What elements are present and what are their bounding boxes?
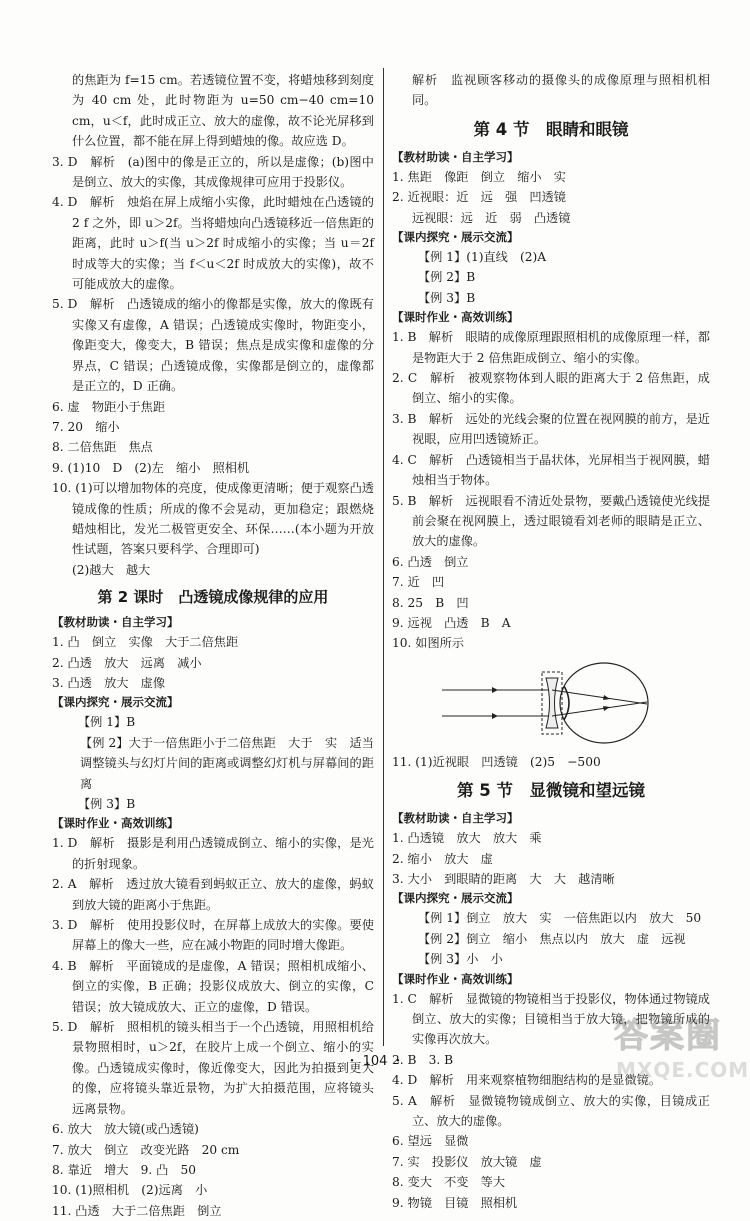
- example-answer: 【例 3】小 小: [418, 952, 503, 967]
- answer-line: 6. 放大 放大镜(或凸透镜): [52, 1122, 199, 1137]
- answer-line: 2. 缩小 放大 虚: [392, 851, 493, 866]
- watermark-text: 答案圈: [614, 1016, 722, 1056]
- answer-line: 解析 监视顾客移动的摄像头的成像原理与照相机相同。: [412, 73, 710, 108]
- eye-lens: [564, 686, 569, 720]
- section-title: 第 2 课时 凸透镜成像规律的应用: [97, 588, 329, 607]
- answer-line: 5. D 解析 凸透镜成的缩小的像都是实像，放大的像既有实像又有虚像，A 错误；凸透镜成实像时，物距变小，像距变大，像变大，B 错误；焦点是成实像和虚像的分界点，C 错误；凸透镜成像，实像都是倒立的，虚像都是正立的，D 正确。: [52, 297, 374, 394]
- answer-line: 9. (1)10 D (2)左 缩小 照相机: [52, 460, 250, 475]
- answer-line: 7. 20 缩小: [52, 419, 120, 434]
- answer-line: 4. D 解析 烛焰在屏上成缩小实像，此时蜡烛在凸透镜的 2 f 之外，即 u＞2f。当将蜡烛向凸透镜移近一倍焦距的距离，此时 u＞f(当 u＞2f 时成缩小的实像；当 u＝2f 时成等大的实像；当 f＜u＜2f 时成放大的实像)，故不可能成放大的虚像。: [52, 195, 374, 292]
- answer-line: 5. D 解析 照相机的镜头相当于一个凸透镜，用照相机给景物照相时，u＞2f，在胶片上成一个倒立、缩小的实像。凸透镜成实像时，像近像变大，因此为拍摄到更大的像，应将镜头靠近景物，为扩大拍摄范围，应将镜头远离景物。: [52, 1020, 374, 1116]
- answer-line: 6. 望远 显微: [392, 1134, 469, 1149]
- answer-line: 2. B 3. B: [392, 1052, 454, 1067]
- answer-line: 8. 25 B 凹: [392, 595, 469, 610]
- answer-line: 6. 凸透 倒立: [392, 554, 469, 569]
- answer-line: 6. 虚 物距小于焦距: [52, 399, 166, 414]
- section-header: 【教材助读・自主学习】: [392, 149, 519, 164]
- answer-line: 1. B 解析 眼睛的成像原理跟照相机的成像原理一样，都是物距大于 2 倍焦距成倒立、缩小的实像。: [392, 330, 710, 365]
- example-answer: 【例 1】B: [78, 715, 136, 730]
- section-title: 第 5 节 显微镜和望远镜: [457, 781, 645, 801]
- answer-line: 3. 大小 到眼睛的距离 大 大 越清晰: [392, 871, 615, 886]
- column-divider: [383, 68, 384, 1046]
- answer-line: 10. (1)照相机 (2)远离 小: [52, 1183, 208, 1198]
- section-header: 【教材助读・自主学习】: [52, 615, 179, 630]
- answer-line: 8. 变大 不变 等大: [392, 1175, 506, 1190]
- answer-line: 2. 近视眼：近 远 强 凹透镜: [392, 190, 566, 205]
- answer-line: 4. D 解析 用来观察植物细胞结构的是显微镜。: [392, 1073, 662, 1088]
- page-number: ・ 104 ・: [345, 1054, 405, 1069]
- section-header: 【课时作业・高效训练】: [392, 310, 519, 325]
- example-answer: 【例 1】(1)直线 (2)A: [418, 250, 547, 265]
- watermark-logo: [608, 1008, 750, 1088]
- example-answer: 【例 3】B: [418, 290, 476, 305]
- ray-arrow-inner-top: [603, 695, 610, 700]
- answer-line: 1. 焦距 像距 倒立 缩小 实: [392, 169, 566, 184]
- answer-line: 11. 凸透 大于二倍焦距 倒立: [52, 1203, 222, 1218]
- example-answer: 【例 2】倒立 缩小 焦点以内 放大 虚 远视: [418, 931, 686, 946]
- example-answer: 【例 2】B: [418, 270, 476, 285]
- answer-line: (2)越大 越大: [72, 562, 151, 577]
- answer-line: 8. 靠近 增大 9. 凸 50: [52, 1162, 197, 1177]
- ray-arrow-bottom: [492, 713, 498, 719]
- answer-line: 8. 二倍焦距 焦点: [52, 440, 153, 455]
- answer-line: 1. 凸 倒立 实像 大于二倍焦距: [52, 635, 239, 650]
- ray-arrow-inner-bottom: [603, 706, 610, 711]
- answer-line: 3. D 解析 使用投影仪时，在屏幕上成放大的实像。要使屏幕上的像大一些，应在减小物距的同时增大像距。: [52, 918, 374, 953]
- refracted-ray-top: [552, 690, 647, 704]
- answer-line: 远视眼：远 近 弱 凸透镜: [412, 210, 571, 225]
- eye-correction-diagram: [432, 658, 662, 750]
- answer-line: 1. D 解析 摄影是利用凸透镜成倒立、缩小的实像，是光的折射现象。: [52, 836, 374, 871]
- answer-line: 3. B 解析 远处的光线会聚的位置在视网膜的前方，是近视眼，应用凹透镜矫正。: [392, 411, 710, 447]
- answer-line: 2. 凸透 放大 远离 减小: [52, 655, 202, 670]
- answer-line: 2. C 解析 被观察物体到人眼的距离大于 2 倍焦距，成倒立、缩小的实像。: [392, 371, 710, 406]
- answer-line: 5. A 解析 显微镜物镜成倒立、放大的实像，目镜成正立、放大的虚像。: [392, 1093, 710, 1129]
- section-header: 【课时作业・高效训练】: [52, 816, 179, 831]
- concave-lens: [546, 678, 558, 728]
- answer-line: 11. (1)近视眼 凹透镜 (2)5 −500: [392, 754, 601, 769]
- ray-arrow-top: [492, 687, 498, 693]
- answer-line: 10. 如图所示: [392, 636, 465, 651]
- answer-line: 9. 远视 凸透 B A: [392, 615, 511, 630]
- answer-line: 3. D 解析 (a)图中的像是正立的，所以是虚像；(b)图中是倒立、放大的实像，其成像规律可应用于投影仪。: [52, 154, 374, 190]
- answer-line: 9. 物镜 目镜 照相机: [392, 1195, 518, 1210]
- section-title: 第 4 节 眼睛和眼镜: [473, 119, 629, 139]
- example-answer: 【例 1】倒立 放大 实 一倍焦距以内 放大 50: [418, 911, 702, 926]
- left-column: [52, 70, 374, 1221]
- answer-line: 5. B 解析 远视眼看不清近处景物，要戴凸透镜使光线提前会聚在视网膜上，透过眼镜看刘老师的眼睛是正立、放大的虚像。: [392, 493, 710, 549]
- answer-line: 【例 2】大于一倍焦距小于二倍焦距 大于 实 适当调整镜头与幻灯片间的距离或调整幻灯机与屏幕间的距离: [80, 735, 374, 791]
- answer-line: 7. 放大 倒立 改变光路 20 cm: [52, 1142, 240, 1157]
- section-header: 【课内探究・展示交流】: [392, 230, 519, 245]
- answer-line: 10. (1)可以增加物体的亮度，使成像更清晰；便于观察凸透镜成像的性质；所成的像不会晃动，更加稳定；跟燃烧蜡烛相比，发光二极管更安全、环保……(本小题为开放性试题，答案只要科学、合理即可): [52, 481, 374, 557]
- section-header: 【课时作业・高效训练】: [392, 971, 519, 986]
- answer-line: 2. A 解析 透过放大镜看到蚂蚁正立、放大的虚像，蚂蚁到放大镜的距离小于焦距。: [52, 877, 374, 912]
- answer-line: 4. C 解析 凸透镜相当于晶状体，光屏相当于视网膜，蜡烛相当于物体。: [392, 452, 710, 488]
- section-header: 【课内探究・展示交流】: [52, 695, 179, 710]
- answer-line: 的焦距为 f=15 cm。若透镜位置不变，将蜡烛移到刻度为 40 cm 处，此时物距为 u=50 cm−40 cm=10 cm，u＜f，此时成正立、放大的虚像，故不论光屏移到什么位置，都不能在屏上得到蜡烛的像。故应选 D。: [72, 73, 374, 149]
- section-header: 【教材助读・自主学习】: [392, 811, 519, 826]
- refracted-ray-bottom: [552, 702, 647, 716]
- answer-line: 7. 实 投影仪 放大镜 虚: [392, 1154, 542, 1169]
- answer-line: 4. B 解析 平面镜成的是虚像，A 错误；照相机成缩小、倒立的实像，B 正确；投影仪成放大、倒立的实像，C 错误；放大镜成放大、正立的虚像，D 错误。: [52, 958, 374, 1014]
- example-answer: 【例 3】B: [78, 797, 136, 811]
- watermark-url: MXQE.COM: [616, 1058, 750, 1082]
- answer-line: 1. 凸透镜 放大 放大 乘: [392, 831, 542, 846]
- eyeball: [560, 663, 648, 743]
- answer-line: 1. C 解析 显微镜的物镜相当于投影仪，物体通过物镜成倒立、放大的实像；目镜相当于放大镜，把物镜所成的实像再次放大。: [392, 991, 710, 1047]
- answer-line: 3. 凸透 放大 虚像: [52, 675, 166, 690]
- section-header: 【课内探究・展示交流】: [392, 891, 519, 906]
- answer-line: 7. 近 凹: [392, 575, 445, 590]
